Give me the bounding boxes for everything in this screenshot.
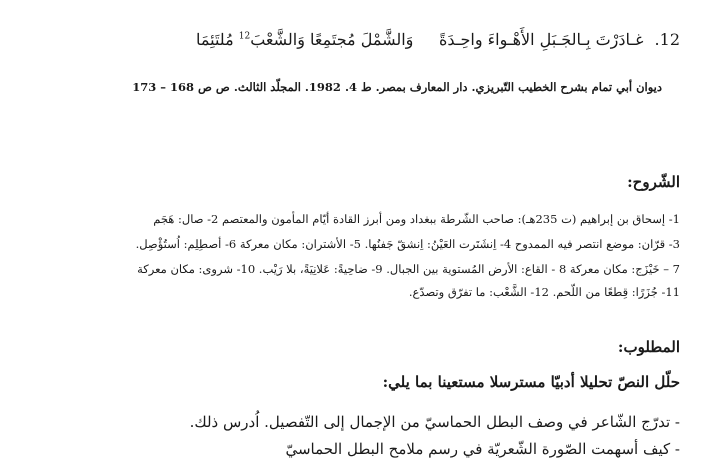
task-bullet: - كيف أسهمت الصّورة الشّعريّة في رسم ملامح البطل الحماسيّ: [285, 440, 680, 458]
glosses-heading: الشّروح:: [627, 173, 680, 191]
verse-last-word: مُلتَئِمَا: [196, 30, 234, 49]
verse-second-text: وَالشَّمْلَ مُجتَمِعًا وَالشَّعْبَ: [250, 30, 414, 49]
verse-number: 12.: [654, 30, 680, 49]
verse-first-text: غـادَرْتَ بِـالجَـبَلِ الأَهْـواءَ واحِـدَةً: [439, 30, 644, 49]
task-bullet: - تدرّج الشّاعر في وصف البطل الحماسيّ من الإجمال إلى التّفصيل. اُدرس ذلك.: [189, 413, 680, 431]
footnote-marker: 12: [238, 31, 251, 42]
gloss-line: 7 – خَيْزَج: مكان معركة 8 - القاع: الأرض المُستوية بين الجبال. 9- ضاحِيةً: عَلانِيَةً، بلا رَيْب. 10- شروى: مكان معركة: [137, 262, 680, 276]
required-heading: المطلوب:: [617, 338, 680, 356]
gloss-line: 1- إسحاق بن إبراهيم (ت 235هـ): صاحب الشّرطة ببغداد ومن أبرز القادة أيّام المأمون والمعتصم 2- صال: هَجَم: [153, 212, 680, 226]
gloss-line: 3- قرّان: موضع انتصر فيه الممدوح 4- اِنشَتَرت العَيْنُ: اِنشقّ جَفنُها. 5- الأشتران: مكان معركة 6- أصطِلِم: اُستُؤْصِل.: [135, 237, 680, 251]
source-citation: ديوان أبي تمام بشرح الخطيب التّبريزي. دار المعارف بمصر. ط 4. 1982. المجلّد الثالث. ص ص 168 – 173: [132, 80, 662, 94]
verse-second-hemistich: [196, 30, 413, 49]
gloss-line: 11- جُزَرًا: قِطعًا من اللّحم. 12- الشَّعْب: ما تفرّق وتصدّع.: [408, 285, 680, 299]
task-instruction: حلّل النصّ تحليلا أدبيّا مسترسلا مستعينا بما يلي:: [382, 373, 680, 391]
verse-first-hemistich: [439, 30, 680, 49]
